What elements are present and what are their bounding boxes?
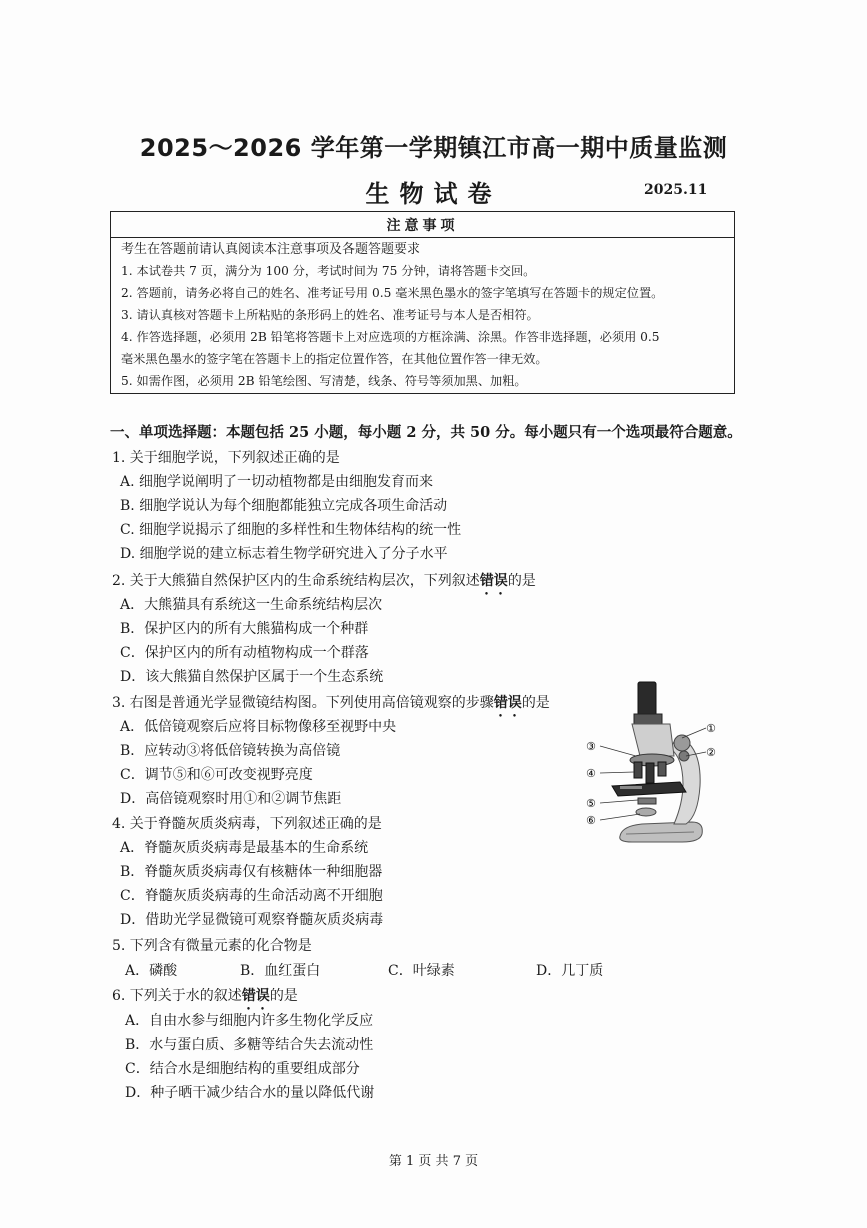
question-option: C．保护区内的所有动植物构成一个群落 xyxy=(120,645,369,661)
exam-title: 2025～2026 学年第一学期镇江市高一期中质量监测 xyxy=(139,134,728,162)
emphasis-text: 错误 xyxy=(241,988,270,1004)
question-option: B．脊髓灰质炎病毒仅有核糖体一种细胞器 xyxy=(120,864,383,880)
emphasis-text: 错误 xyxy=(493,695,522,711)
question-stem: 3. 右图是普通光学显微镜结构图。下列使用高倍镜观察的步骤错误的是 xyxy=(112,695,550,711)
question-option: D．几丁质 xyxy=(536,963,604,979)
question-option: C．叶绿素 xyxy=(388,963,455,979)
notice-intro: 考生在答题前请认真阅读本注意事项及各题答题要求 xyxy=(111,237,734,262)
figure-label: ⑥ xyxy=(586,814,596,827)
question-option: C．脊髓灰质炎病毒的生命活动离不开细胞 xyxy=(120,888,383,904)
question-option: B．保护区内的所有大熊猫构成一个种群 xyxy=(120,621,369,637)
question-option: B．应转动③将低倍镜转换为高倍镜 xyxy=(120,743,341,759)
question-option: B. 细胞学说认为每个细胞都能独立完成各项生命活动 xyxy=(120,498,448,514)
notice-item: 3. 请认真核对答题卡上所粘贴的条形码上的姓名、准考证号与本人是否相符。 xyxy=(121,308,539,322)
question-option: A．脊髓灰质炎病毒是最基本的生命系统 xyxy=(120,840,369,856)
figure-label: ⑤ xyxy=(586,797,596,810)
question-option: A．大熊猫具有系统这一生命系统结构层次 xyxy=(120,597,383,613)
question-option: B．血红蛋白 xyxy=(240,963,321,979)
figure-label: ③ xyxy=(586,740,596,753)
question-stem: 4. 关于脊髓灰质炎病毒，下列叙述正确的是 xyxy=(112,816,382,832)
notice-item: 毫米黑色墨水的签字笔在答题卡上的指定位置作答，在其他位置作答一律无效。 xyxy=(121,352,548,366)
figure-label: ④ xyxy=(586,767,596,780)
question-option: A．低倍镜观察后应将目标物像移至视野中央 xyxy=(120,719,397,735)
microscope-diagram xyxy=(582,676,727,856)
notice-item: 5. 如需作图，必须用 2B 铅笔绘图、写清楚，线条、符号等须加黑、加粗。 xyxy=(121,374,527,388)
question-stem: 6. 下列关于水的叙述错误的是 xyxy=(112,988,298,1004)
question-option: C．调节⑤和⑥可改变视野亮度 xyxy=(120,767,313,783)
question-option: D．高倍镜观察时用①和②调节焦距 xyxy=(120,791,342,807)
question-option: A. 细胞学说阐明了一切动植物都是由细胞发育而来 xyxy=(120,474,434,490)
question-stem: 2. 关于大熊猫自然保护区内的生命系统结构层次，下列叙述错误的是 xyxy=(112,573,536,589)
question-stem: 1. 关于细胞学说，下列叙述正确的是 xyxy=(112,450,340,466)
question-option: A．自由水参与细胞内许多生物化学反应 xyxy=(125,1013,374,1029)
page-footer: 第 1 页 共 7 页 xyxy=(388,1154,479,1169)
question-option: A．磷酸 xyxy=(125,963,178,979)
notice-box xyxy=(110,211,735,394)
figure-label: ① xyxy=(706,722,716,735)
question-option: D．种子晒干减少结合水的量以降低代谢 xyxy=(125,1085,375,1101)
notice-item: 4. 作答选择题，必须用 2B 铅笔将答题卡上对应选项的方框涂满、涂黑。作答非选择题，必须用 0.5 xyxy=(121,330,660,344)
question-option: D．借助光学显微镜可观察脊髓灰质炎病毒 xyxy=(120,912,384,928)
question-option: D. 细胞学说的建立标志着生物学研究进入了分子水平 xyxy=(120,546,448,562)
section-heading: 一、单项选择题：本题包括 25 小题，每小题 2 分，共 50 分。每小题只有一个选项最符合题意。 xyxy=(110,424,742,441)
question-option: C. 细胞学说揭示了细胞的多样性和生物体结构的统一性 xyxy=(120,522,462,538)
exam-date: 2025.11 xyxy=(644,182,708,198)
question-option: B．水与蛋白质、多糖等结合失去流动性 xyxy=(125,1037,374,1053)
question-option: C．结合水是细胞结构的重要组成部分 xyxy=(125,1061,360,1077)
notice-title: 注意事项 xyxy=(386,218,459,234)
question-stem: 5. 下列含有微量元素的化合物是 xyxy=(112,938,312,954)
notice-items xyxy=(121,260,727,392)
figure-label: ② xyxy=(706,746,716,759)
emphasis-text: 错误 xyxy=(479,573,508,589)
exam-subtitle: 生物试卷 xyxy=(365,180,502,208)
notice-item: 2. 答题前，请务必将自己的姓名、准考证号用 0.5 毫米黑色墨水的签字笔填写在答题卡的规定位置。 xyxy=(121,286,664,300)
notice-item: 1. 本试卷共 7 页，满分为 100 分，考试时间为 75 分钟，请将答题卡交回。 xyxy=(121,264,536,278)
question-option: D．该大熊猫自然保护区属于一个生态系统 xyxy=(120,669,384,685)
microscope-figure xyxy=(582,676,727,856)
